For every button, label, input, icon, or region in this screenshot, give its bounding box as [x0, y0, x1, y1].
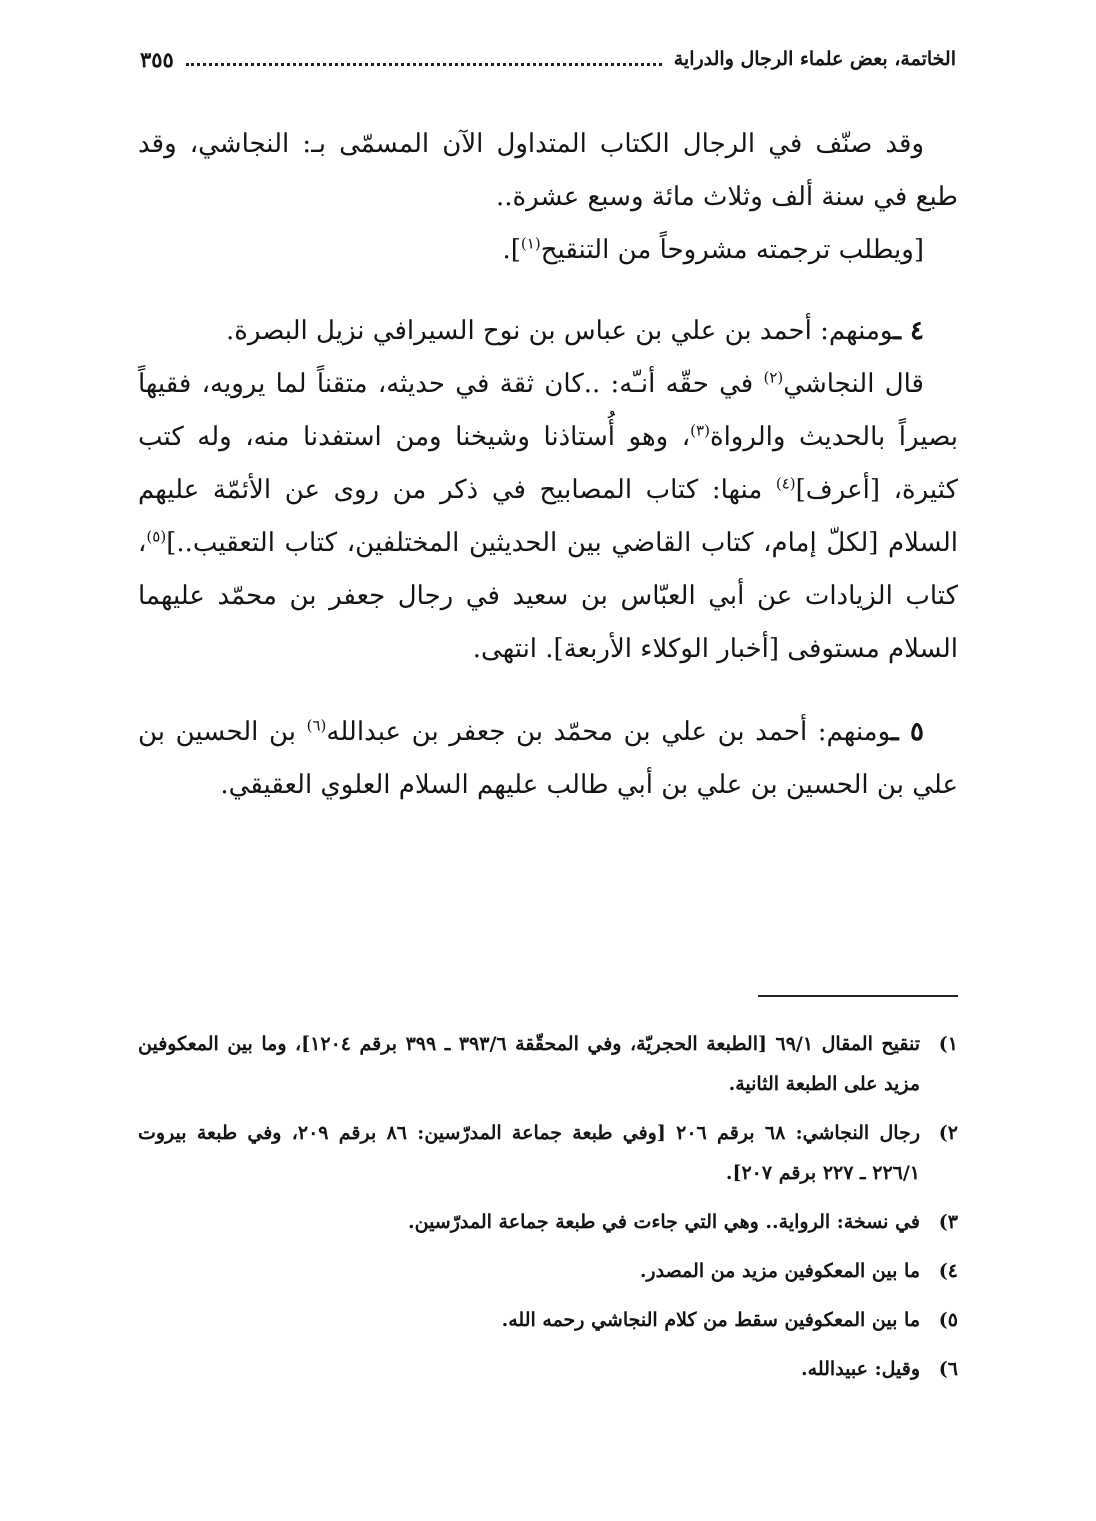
footnote-6	[138, 1349, 958, 1389]
footnote-text: في نسخة: الرواية.. وهي التي جاءت في طبعة جماعة المدرّسين.	[408, 1211, 920, 1233]
main-text	[138, 118, 958, 812]
footnote-ref-1: (١)	[520, 234, 541, 253]
footnote-mark: ٢)	[938, 1122, 958, 1144]
entry-5-paragraph	[138, 706, 958, 812]
footnote-mark: ٦)	[938, 1358, 958, 1380]
footnote-mark: ١)	[938, 1033, 958, 1055]
footnote-1	[138, 1024, 958, 1104]
entry-5-number: ٥ ـ	[891, 717, 924, 747]
entry-4-paragraph	[138, 358, 958, 676]
entry-4-text-e: ، كتاب الزيادات عن أبي العبّاس بن سعيد في رجال جعفر بن محمّد عليهما السلام مستوفى [أخبار الوكلاء الأربعة]. انتهى.	[138, 528, 958, 664]
footnote-2	[138, 1113, 958, 1193]
entry-4-text-d: منها: كتاب المصابيح في ذكر من روى عن الأئمّة عليهم السلام [لكلّ إمام، كتاب القاضي بين الحديثين المختلفين، كتاب التعقيب..]	[138, 475, 958, 558]
paragraph-2	[138, 224, 958, 277]
paragraph-1: وقد صنّف في الرجال الكتاب المتداول الآن المسمّى بـ: النجاشي، وقد طبع في سنة ألف وثلاث مائة وسبع عشرة..	[138, 129, 958, 212]
footnote-text: تنقيح المقال ٦٩/١ [الطبعة الحجريّة، وفي المحقّقة ٣٩٣/٦ ـ ٣٩٩ برقم ١٢٠٤]، وما بين المعكوفين مزيد على الطبعة الثانية.	[138, 1033, 921, 1095]
footnote-mark: ٣)	[938, 1211, 958, 1233]
running-header	[140, 34, 956, 84]
entry-4-text-a: قال النجاشي	[783, 369, 924, 399]
footnote-text: رجال النجاشي: ٦٨ برقم ٢٠٦ [وفي طبعة جماعة المدرّسين: ٨٦ برقم ٢٠٩، وفي طبعة بيروت ٢٢٦/١ ـ ٢٢٧ برقم ٢٠٧].	[138, 1122, 921, 1184]
footnote-ref-2: (٢)	[763, 368, 784, 387]
footnote-mark: ٤)	[938, 1260, 958, 1282]
header-title: الخاتمة، بعض علماء الرجال والدراية	[673, 48, 956, 70]
footnote-ref-3: (٣)	[690, 421, 710, 440]
entry-4-text-b: في حقّه أنـّه: ..كان ثقة في حديثه، متقناً لما يرويه، فقيهاً بصيراً بالحديث والرواة	[138, 369, 958, 452]
entry-4-text: ومنهم: أحمد بن علي بن عباس بن نوح السيرافي نزيل البصرة.	[226, 316, 894, 346]
footnote-ref-5: (٥)	[146, 527, 167, 546]
footnote-4	[138, 1251, 958, 1291]
entry-5-text-b: بن الحسين بن علي بن الحسين بن علي بن أبي طالب عليهم السلام العلوي العقيقي.	[138, 717, 958, 800]
footnotes	[138, 1024, 958, 1398]
paragraph-2-text: [ويطلب ترجمته مشروحاً من التنقيح	[540, 235, 924, 265]
footnote-text: ما بين المعكوفين مزيد من المصدر.	[639, 1260, 920, 1282]
footnote-text: ما بين المعكوفين سقط من كلام النجاشي رحمه الله.	[501, 1309, 920, 1331]
footnote-ref-4: (٤)	[775, 474, 796, 493]
footnote-mark: ٥)	[938, 1309, 958, 1331]
entry-5-text-a: ومنهم: أحمد بن علي بن محمّد بن جعفر بن عبدالله	[326, 717, 892, 747]
footnote-ref-6: (٦)	[306, 716, 327, 735]
footnote-3	[138, 1202, 958, 1242]
header-dot-leader	[186, 63, 662, 66]
page-number: ٣٥٥	[140, 46, 174, 72]
entry-4-heading	[138, 305, 958, 358]
entry-4-number: ٤ ـ	[893, 316, 924, 346]
paragraph-2-end: ].	[502, 235, 521, 265]
footnote-separator	[758, 995, 958, 997]
footnote-5	[138, 1300, 958, 1340]
entry-4-text-c: ، وهو أُستاذنا وشيخنا ومن استفدنا منه، وله كتب كثيرة، [أعرف]	[138, 422, 958, 505]
footnote-text: وقيل: عبيدالله.	[801, 1358, 920, 1380]
